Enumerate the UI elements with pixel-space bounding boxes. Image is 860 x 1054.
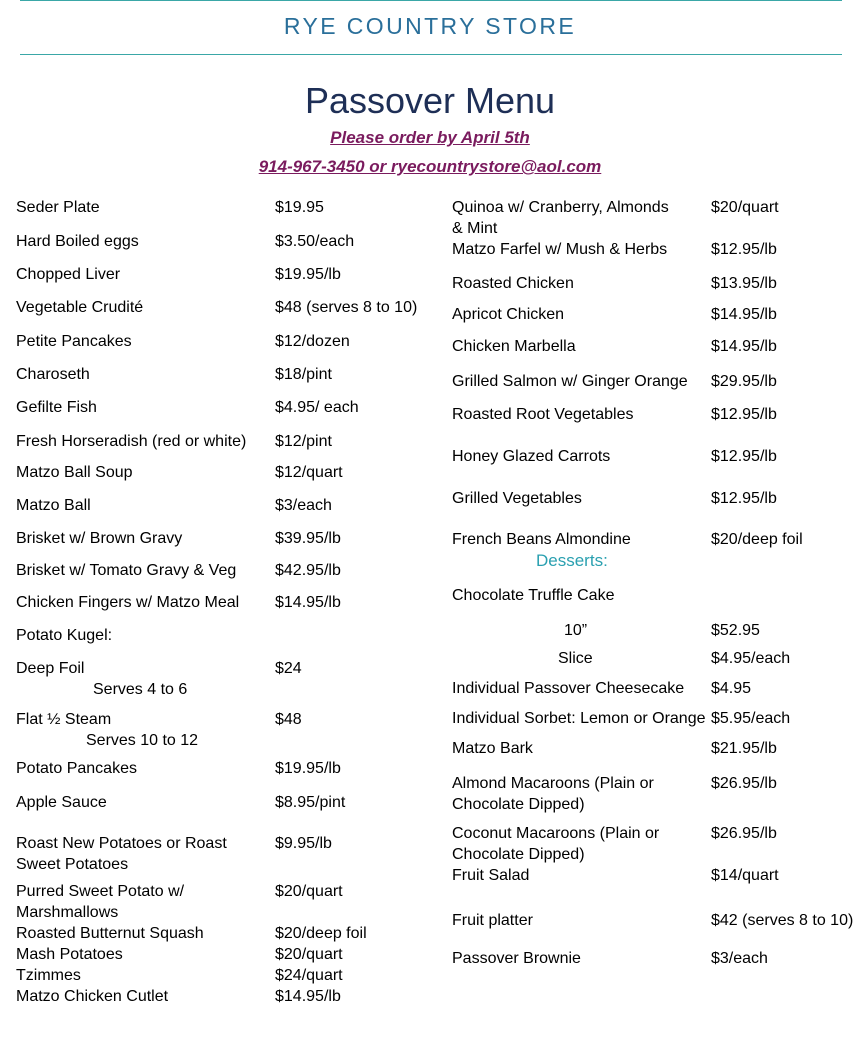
menu-item-price: $20/deep foil bbox=[275, 925, 367, 942]
dessert-item-price: $4.95 bbox=[711, 680, 752, 697]
menu-item-name: Matzo Ball bbox=[16, 497, 91, 514]
dessert-size: 10” bbox=[564, 622, 588, 639]
menu-item-name: Petite Pancakes bbox=[16, 333, 132, 350]
dessert-item-price: $3/each bbox=[711, 950, 768, 967]
dessert-item-name: Passover Brownie bbox=[452, 950, 581, 967]
menu-item-price: $12/pint bbox=[275, 433, 332, 450]
dessert-item-name: Almond Macaroons (Plain or Chocolate Dipped) bbox=[452, 775, 654, 813]
menu-item-price: $12/dozen bbox=[275, 333, 350, 350]
dessert-item-price: $42 (serves 8 to 10) bbox=[711, 912, 854, 929]
dessert-item-name: Coconut Macaroons (Plain or Chocolate Dipped) bbox=[452, 825, 660, 863]
menu-item-note: Serves 4 to 6 bbox=[93, 681, 188, 698]
dessert-item-price: $26.95/lb bbox=[711, 825, 777, 842]
menu-item-name: Grilled Salmon w/ Ginger Orange bbox=[452, 373, 688, 390]
top-rule bbox=[20, 0, 842, 1]
dessert-item-name: Chocolate Truffle Cake bbox=[452, 587, 615, 604]
menu-item-name: Chopped Liver bbox=[16, 266, 121, 283]
menu-item-price: $12.95/lb bbox=[711, 241, 777, 258]
menu-item-price: $12.95/lb bbox=[711, 448, 777, 465]
page-title: Passover Menu bbox=[304, 80, 556, 121]
menu-item-name: Roasted Butternut Squash bbox=[16, 925, 204, 942]
menu-item-name: Brisket w/ Tomato Gravy & Veg bbox=[16, 562, 237, 579]
menu-item-price: $9.95/lb bbox=[275, 835, 332, 852]
contact-info: 914-967-3450 or ryecountrystore@aol.com bbox=[258, 157, 602, 176]
menu-item-name: Matzo Chicken Cutlet bbox=[16, 988, 169, 1005]
dessert-item-price: $4.95/each bbox=[711, 650, 791, 667]
menu-item-price: $12.95/lb bbox=[711, 490, 777, 507]
menu-item-name: Potato Pancakes bbox=[16, 760, 137, 777]
dessert-size: Slice bbox=[558, 650, 593, 667]
menu-item-name: Tzimmes bbox=[16, 967, 81, 984]
menu-item-price: $20/quart bbox=[711, 199, 779, 216]
dessert-item-price: $21.95/lb bbox=[711, 740, 777, 757]
menu-item-price: $14.95/lb bbox=[275, 594, 341, 611]
dessert-item-price: $26.95/lb bbox=[711, 775, 777, 792]
menu-item-name: Potato Kugel: bbox=[16, 627, 113, 644]
menu-item-name: French Beans Almondine bbox=[452, 531, 631, 548]
menu-item-price: $13.95/lb bbox=[711, 275, 777, 292]
menu-item-name: Flat ½ Steam bbox=[16, 711, 112, 728]
menu-item-name: Grilled Vegetables bbox=[452, 490, 582, 507]
menu-item-price: $20/quart bbox=[275, 883, 343, 900]
menu-item-price: $3/each bbox=[275, 497, 332, 514]
menu-item-name: Chicken Fingers w/ Matzo Meal bbox=[16, 594, 240, 611]
menu-item-name: Charoseth bbox=[16, 366, 90, 383]
menu-item-price: $48 (serves 8 to 10) bbox=[275, 299, 418, 316]
dessert-item-name: Matzo Bark bbox=[452, 740, 533, 757]
menu-item-name: Vegetable Crudité bbox=[16, 299, 144, 316]
store-name: RYE COUNTRY STORE bbox=[283, 13, 577, 39]
menu-item-name: Chicken Marbella bbox=[452, 338, 576, 355]
menu-item-name: Brisket w/ Brown Gravy bbox=[16, 530, 183, 547]
menu-item-name: Roast New Potatoes or Roast Sweet Potatoes bbox=[16, 835, 227, 873]
menu-item-note: Serves 10 to 12 bbox=[86, 732, 199, 749]
menu-item-price: $48 bbox=[275, 711, 302, 728]
menu-item-name: Apricot Chicken bbox=[452, 306, 565, 323]
menu-item-name: Mash Potatoes bbox=[16, 946, 123, 963]
menu-item-price: $20/quart bbox=[275, 946, 343, 963]
menu-item-name: Honey Glazed Carrots bbox=[452, 448, 611, 465]
menu-item-price: $14.95/lb bbox=[711, 338, 777, 355]
menu-item-price: $20/deep foil bbox=[711, 531, 803, 548]
menu-item-name: Hard Boiled eggs bbox=[16, 233, 139, 250]
menu-item-name: Matzo Ball Soup bbox=[16, 464, 133, 481]
menu-item-price: $4.95/ each bbox=[275, 399, 359, 416]
dessert-item-price: $5.95/each bbox=[711, 710, 791, 727]
menu-item-price: $19.95/lb bbox=[275, 266, 341, 283]
menu-item-price: $12/quart bbox=[275, 464, 343, 481]
menu-item-name: Gefilte Fish bbox=[16, 399, 97, 416]
menu-item-name: Fresh Horseradish (red or white) bbox=[16, 433, 247, 450]
header-rule bbox=[20, 54, 842, 55]
dessert-item-name: Individual Passover Cheesecake bbox=[452, 680, 685, 697]
dessert-item-price: $52.95 bbox=[711, 622, 760, 639]
menu-item-name: Apple Sauce bbox=[16, 794, 107, 811]
menu-item-price: $19.95/lb bbox=[275, 760, 341, 777]
menu-item-name: Roasted Root Vegetables bbox=[452, 406, 634, 423]
menu-item-price: $29.95/lb bbox=[711, 373, 777, 390]
menu-item-name: Matzo Farfel w/ Mush & Herbs bbox=[452, 241, 668, 258]
menu-item-name: Roasted Chicken bbox=[452, 275, 574, 292]
dessert-item-name: Fruit Salad bbox=[452, 867, 530, 884]
menu-item-price: $8.95/pint bbox=[275, 794, 346, 811]
menu-item-price: $42.95/lb bbox=[275, 562, 341, 579]
menu-item-price: $14.95/lb bbox=[275, 988, 341, 1005]
dessert-item-name: Fruit platter bbox=[452, 912, 533, 929]
dessert-item-price: $14/quart bbox=[711, 867, 779, 884]
menu-item-price: $3.50/each bbox=[275, 233, 355, 250]
menu-item-price: $24 bbox=[275, 660, 302, 677]
menu-item-price: $39.95/lb bbox=[275, 530, 341, 547]
menu-item-name: Deep Foil bbox=[16, 660, 85, 677]
menu-item-price: $18/pint bbox=[275, 366, 332, 383]
desserts-heading: Desserts: bbox=[536, 551, 608, 570]
menu-item-name: Purred Sweet Potato w/ Marshmallows bbox=[16, 883, 185, 921]
menu-item-price: $14.95/lb bbox=[711, 306, 777, 323]
menu-item-name: Seder Plate bbox=[16, 199, 100, 216]
menu-item-price: $19.95 bbox=[275, 199, 324, 216]
menu-item-price: $12.95/lb bbox=[711, 406, 777, 423]
menu-item-name: Quinoa w/ Cranberry, Almonds & Mint bbox=[452, 199, 669, 237]
dessert-item-name: Individual Sorbet: Lemon or Orange bbox=[452, 710, 706, 727]
menu-item-price: $24/quart bbox=[275, 967, 343, 984]
order-deadline: Please order by April 5th bbox=[330, 128, 530, 147]
